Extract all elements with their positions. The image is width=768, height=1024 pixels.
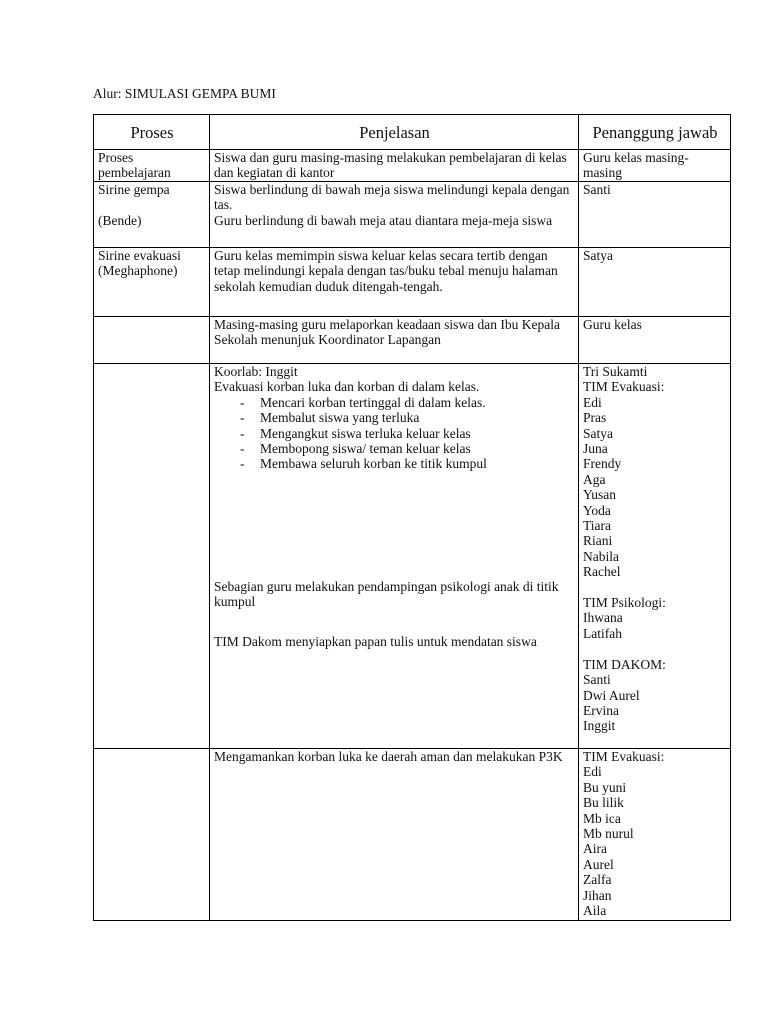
document-title: Alur: SIMULASI GEMPA BUMI xyxy=(93,86,276,101)
table-row xyxy=(94,150,731,182)
cell-proses xyxy=(94,749,210,921)
cell-penjelasan: Siswa dan guru masing-masing melakukan pembelajaran di kelas dan kegiatan di kantor xyxy=(210,150,579,182)
evakuasi-steps xyxy=(214,395,575,472)
team-label: TIM Psikologi: xyxy=(583,595,666,611)
header-penanggung-jawab: Penanggung jawab xyxy=(579,115,731,150)
cell-proses: Sirine evakuasi (Meghaphone) xyxy=(94,248,210,317)
psikologi-text: Sebagian guru melakukan pendampingan psikologi anak di titik kumpul xyxy=(214,578,559,610)
spacer xyxy=(583,641,727,656)
table-row xyxy=(94,364,731,749)
cell-pj: Guru kelas xyxy=(579,317,731,364)
cell-pj: Guru kelas masing-masing xyxy=(579,150,731,182)
list-item: - Mengangkut siswa terluka keluar kelas xyxy=(214,426,575,441)
list-item: - Membopong siswa/ teman keluar kelas xyxy=(214,441,575,456)
spacer xyxy=(214,610,575,634)
cell-penjelasan xyxy=(210,364,579,749)
dakom-text: TIM Dakom menyiapkan papan tulis untuk mendatan siswa xyxy=(214,633,537,649)
pj-list: TIM Evakuasi: Edi Bu yuni Bu lilik Mb ica Mb nurul Aira Aurel Zalfa Jihan Aila xyxy=(583,749,727,918)
cell-pj xyxy=(579,364,731,749)
list-item: - Membalut siswa yang terluka xyxy=(214,410,575,425)
team-label: TIM Evakuasi: xyxy=(583,379,665,395)
evakuasi-intro: Evakuasi korban luka dan korban di dalam kelas. xyxy=(214,379,480,395)
procedure-table xyxy=(93,114,731,921)
header-row xyxy=(94,115,731,150)
team-label: TIM DAKOM: xyxy=(583,656,666,672)
cell-proses: Sirine gempa (Bende) xyxy=(94,182,210,248)
header-proses: Proses xyxy=(94,115,210,150)
cell-proses: Proses pembelajaran xyxy=(94,150,210,182)
cell-proses xyxy=(94,317,210,364)
team-label: TIM Evakuasi: xyxy=(583,749,665,764)
spacer xyxy=(98,197,206,212)
cell-pj: Santi xyxy=(579,182,731,248)
header-penjelasan: Penjelasan xyxy=(210,115,579,150)
cell-penjelasan: Mengamankan korban luka ke daerah aman dan melakukan P3K xyxy=(210,749,579,921)
cell-pj: Satya xyxy=(579,248,731,317)
list-item: - Membawa seluruh korban ke titik kumpul xyxy=(214,456,575,471)
koorlab-text: Koorlab: Inggit xyxy=(214,364,298,379)
list-item: - Mencari korban tertinggal di dalam kelas. xyxy=(214,395,575,410)
cell-pj xyxy=(579,749,731,921)
cell-penjelasan: Guru kelas memimpin siswa keluar kelas secara tertib dengan tetap melindungi kepala dengan tas/buku tebal menuju halaman sekolah kemudian duduk ditengah-tengah. xyxy=(210,248,579,317)
cell-penjelasan: Masing-masing guru melaporkan keadaan siswa dan Ibu Kepala Sekolah menunjuk Koordinator Lapangan xyxy=(210,317,579,364)
spacer xyxy=(214,472,575,579)
table-row xyxy=(94,749,731,921)
cell-proses xyxy=(94,364,210,749)
spacer xyxy=(583,580,727,595)
table-row xyxy=(94,317,731,364)
table-row xyxy=(94,248,731,317)
pj-list: Tri Sukamti TIM Evakuasi: Edi Pras Satya Juna Frendy Aga Yusan Yoda Tiara Riani Nabila Rachel TIM Psikologi: Ihwana Latifah TIM DAKOM: Santi Dwi Aurel Ervina Inggit xyxy=(583,364,727,734)
cell-penjelasan: Siswa berlindung di bawah meja siswa melindungi kepala dengan tas. Guru berlindung di bawah meja atau diantara meja-meja siswa xyxy=(210,182,579,248)
table-row xyxy=(94,182,731,248)
